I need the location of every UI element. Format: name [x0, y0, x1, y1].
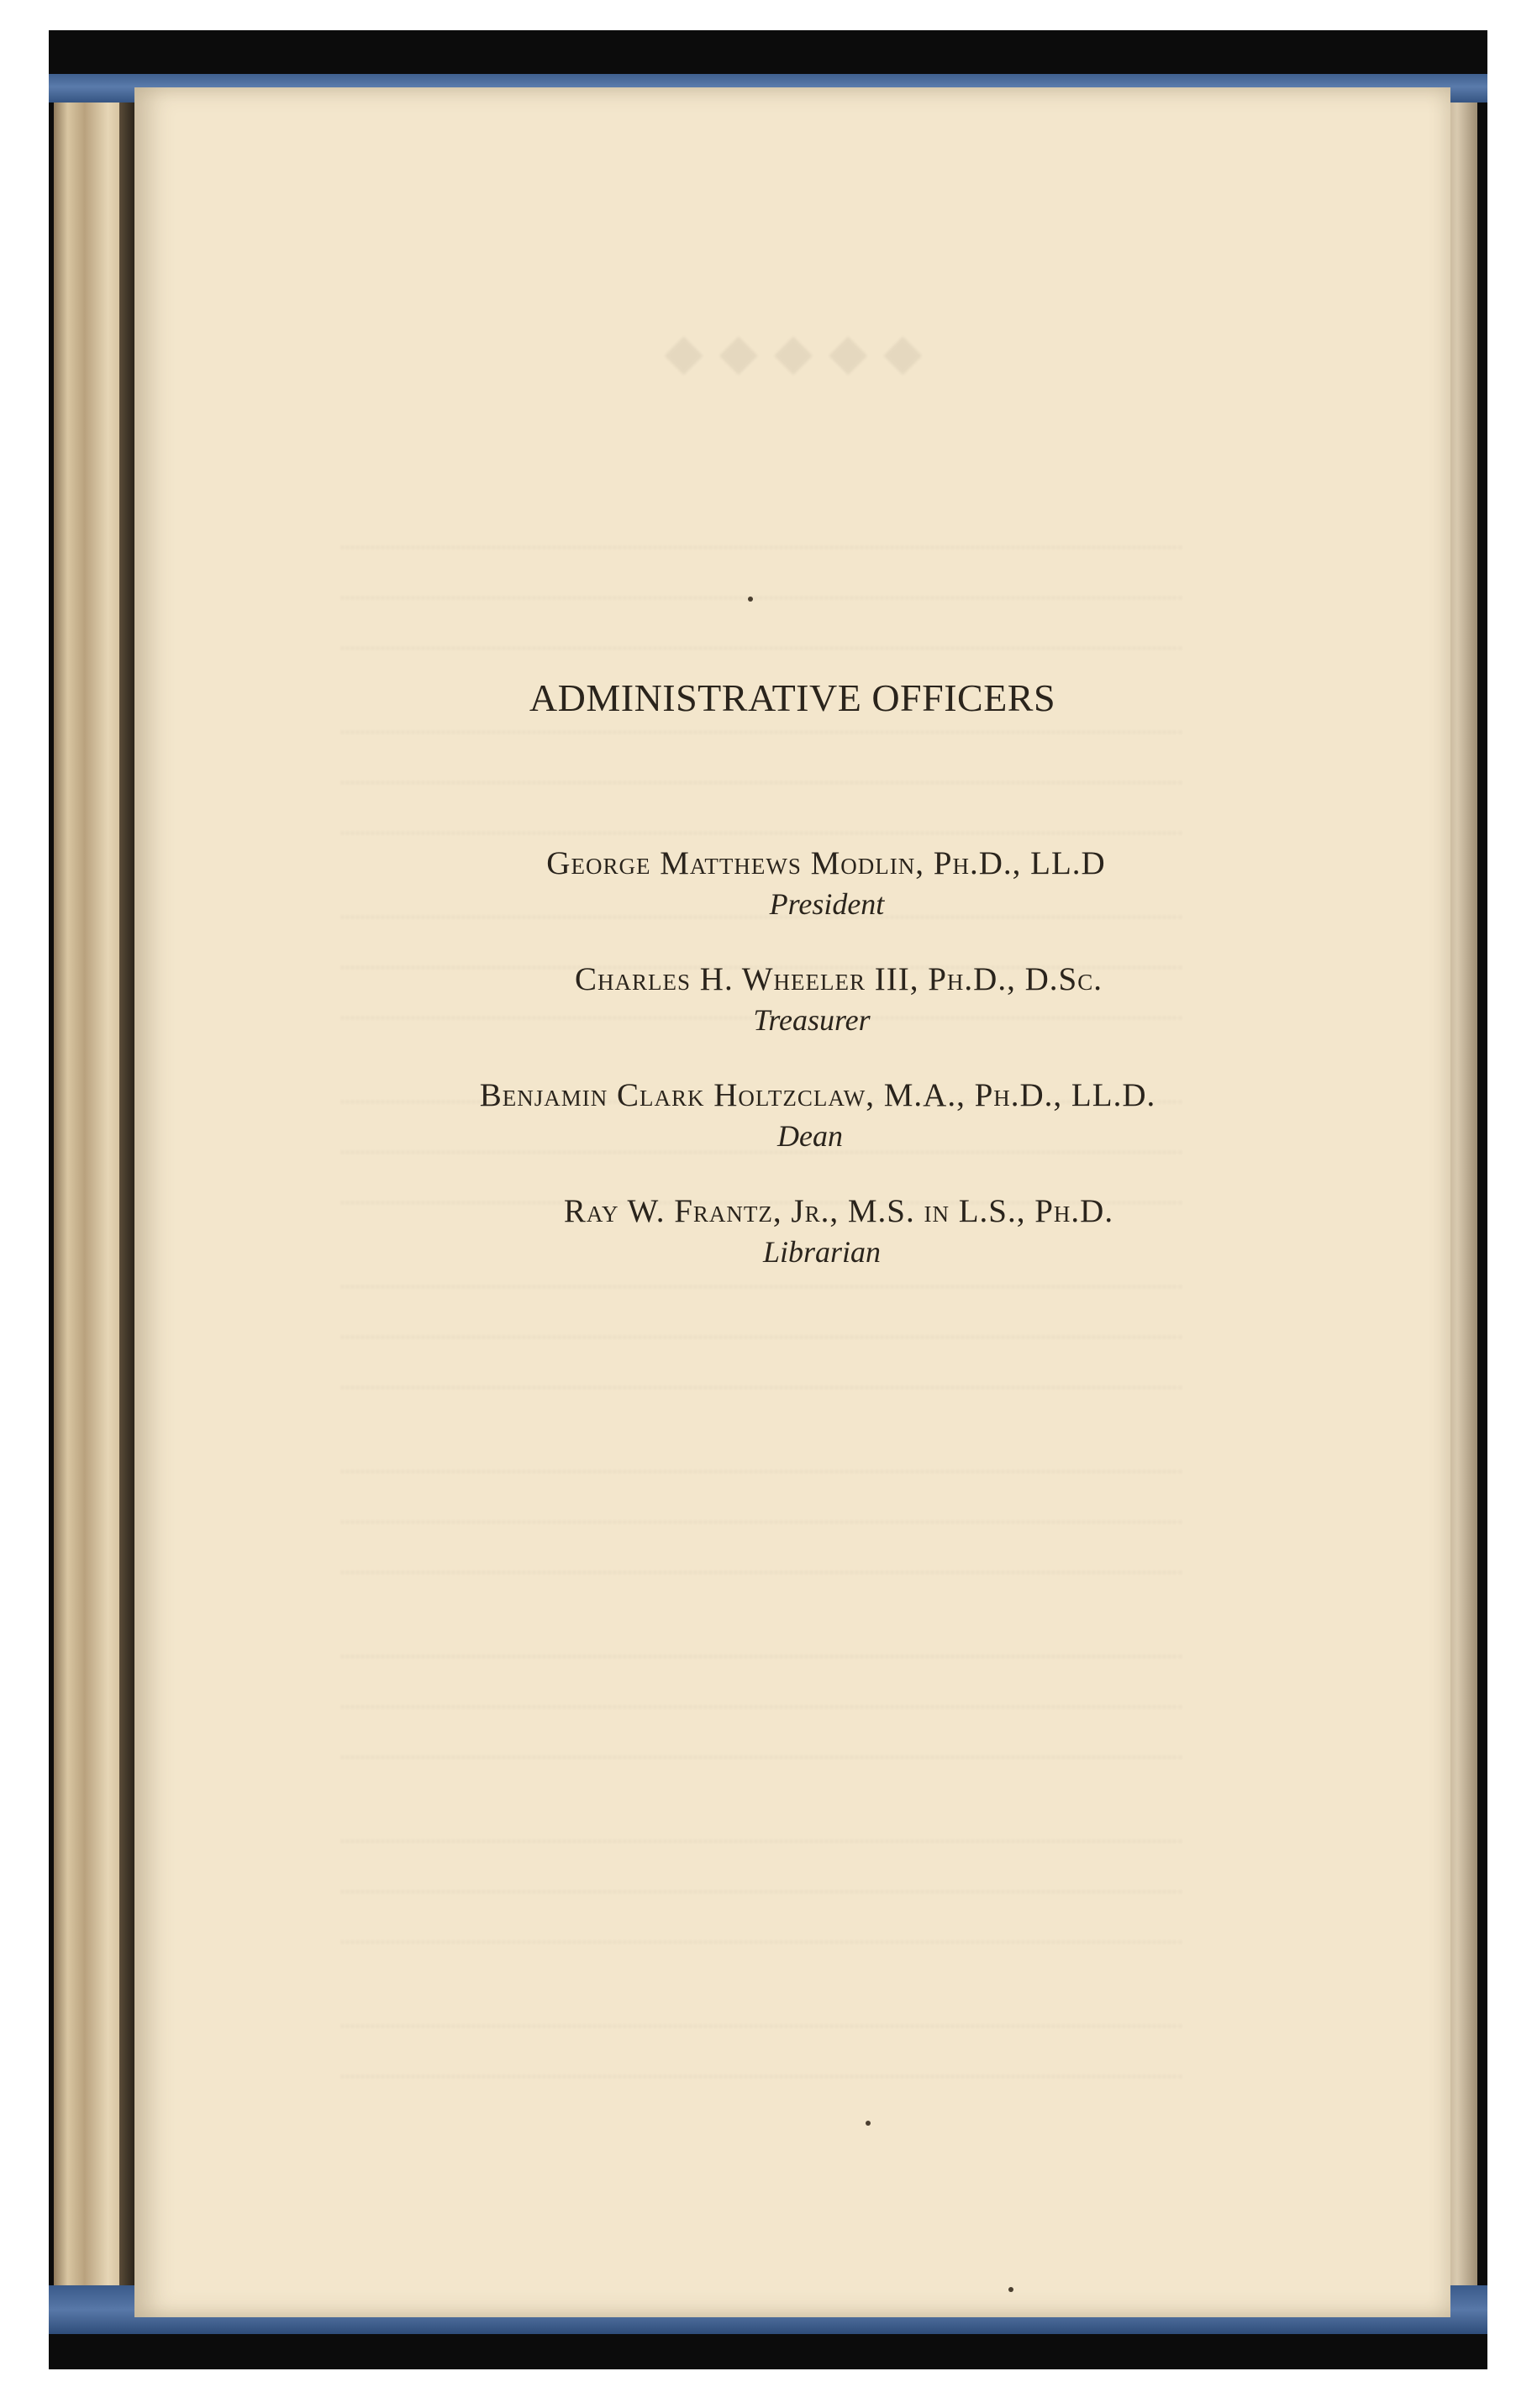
- paper-speck: [866, 2121, 871, 2126]
- page-content: [134, 87, 1450, 2317]
- page-heading: ADMINISTRATIVE OFFICERS: [529, 676, 1056, 719]
- officer-title: Dean: [777, 1119, 843, 1153]
- show-through-heading: ◆ ◆ ◆ ◆ ◆: [662, 324, 923, 380]
- book-page: [134, 87, 1450, 2317]
- officer-name: Benjamin Clark Holtzclaw, M.A., Ph.D., LL.D.: [479, 1077, 1156, 1113]
- officer-name: George Matthews Modlin, Ph.D., LL.D: [546, 845, 1106, 881]
- officer-name: Charles H. Wheeler III, Ph.D., D.Sc.: [575, 961, 1103, 997]
- officer-title: Librarian: [762, 1235, 882, 1269]
- paper-speck: [748, 597, 753, 602]
- officer-title: President: [769, 887, 885, 921]
- officer-name: Ray W. Frantz, Jr., M.S. in L.S., Ph.D.: [563, 1193, 1114, 1229]
- officer-entry: [134, 1075, 1450, 1156]
- paper-speck: [1008, 2287, 1013, 2292]
- officer-entry: [134, 960, 1450, 1040]
- book-gutter: [119, 92, 134, 2319]
- officer-entry: [134, 844, 1450, 924]
- officer-entry: [134, 1191, 1450, 1272]
- officer-title: Treasurer: [753, 1003, 871, 1037]
